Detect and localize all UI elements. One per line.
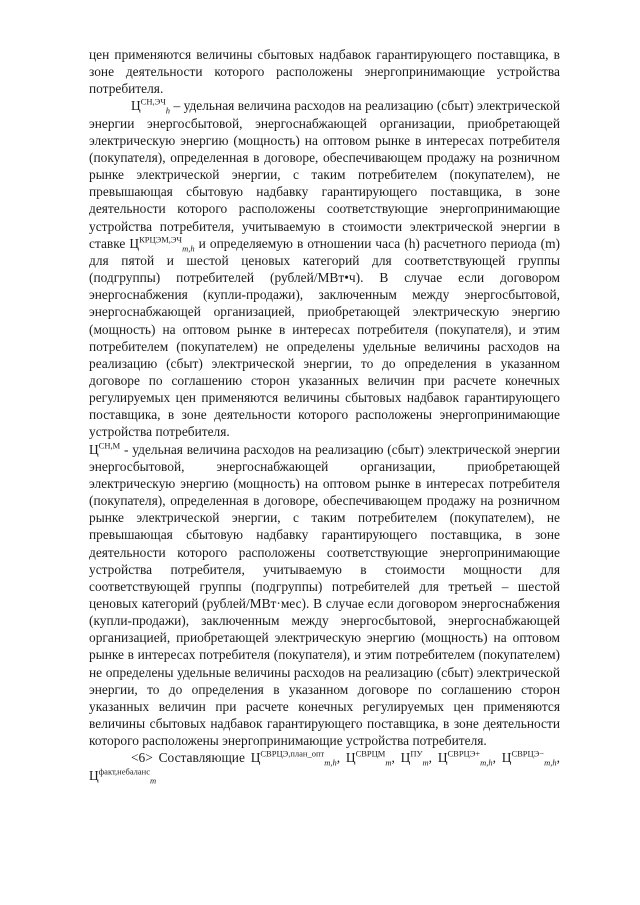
symbol-subscript: m,h bbox=[324, 758, 337, 769]
symbol-subscript: m,h bbox=[182, 243, 195, 254]
formula-symbol bbox=[501, 748, 557, 769]
separator: , bbox=[428, 750, 438, 766]
symbol-base: Ц bbox=[345, 750, 356, 766]
formula-symbol bbox=[345, 748, 392, 769]
symbol-base: Ц bbox=[129, 235, 140, 251]
symbol-subscript: m bbox=[422, 758, 429, 769]
formula-symbol bbox=[89, 442, 120, 457]
formula-symbol bbox=[131, 97, 170, 117]
symbol-superscript: факт,небаланс bbox=[98, 766, 150, 777]
symbol-subscript: m bbox=[385, 758, 392, 769]
formula-symbol bbox=[89, 766, 157, 786]
definition-energy-sales-markup bbox=[89, 97, 560, 440]
symbol-superscript: СВРЦЭ− bbox=[511, 748, 545, 759]
symbol-base: Ц bbox=[400, 750, 411, 766]
symbol-base: Ц bbox=[131, 98, 141, 114]
definition-capacity-sales-markup bbox=[89, 441, 560, 750]
symbol-superscript: СН,М bbox=[98, 440, 121, 451]
definition-text-continued: и определяемую в отношении часа (h) расчетного периода (m) для пятой и шестой ценовых категорий для соответствующей группы (подгруппы) потребителей (рублей/МВт•ч). В случае если договором энергоснабжения (купли-продажи), заключенным между энергосбытовой, энергоснабжающей организацией, приобретающей электрическую энергию (мощность) на оптовом рынке в интересах потребителя (покупателя), и этим потребителем (покупателем) не определены удельные величины расходов на реализацию (сбыт) электрической энергии, то до определения в указанном договоре по соглашению сторон указанных величин при расчете конечных регулируемых цен применяются величины сбытовых надбавок гарантирующего поставщика, в зоне деятельности которого расположены энергопринимающие устройства потребителя. bbox=[89, 235, 560, 440]
symbol-superscript: СВРЦМ bbox=[355, 748, 386, 759]
symbol-superscript: СН,ЭЧ bbox=[140, 97, 166, 107]
symbol-base: Ц bbox=[501, 750, 512, 766]
symbol-base: Ц bbox=[89, 767, 99, 783]
symbol-superscript: СВРЦЭ+ bbox=[447, 748, 481, 759]
formula-symbol bbox=[400, 748, 429, 769]
symbol-base: Ц bbox=[437, 750, 448, 766]
formula-symbol bbox=[250, 748, 337, 769]
paragraph-continuation: цен применяются величины сбытовых надбавок гарантирующего поставщика, в зоне деятельности которого расположены энергопринимающие устройства потребителя. bbox=[89, 47, 560, 97]
separator: , bbox=[556, 750, 560, 766]
symbol-base: Ц bbox=[250, 750, 261, 766]
separator: , bbox=[391, 750, 401, 766]
separator: , bbox=[492, 750, 502, 766]
symbol-subscript: m bbox=[150, 775, 157, 786]
symbol-base: Ц bbox=[89, 441, 99, 457]
symbol-superscript: КРЦЭМ,ЭЧ bbox=[139, 234, 183, 245]
definition-text: – удельная величина расходов на реализацию (сбыт) электрической энергии энергосбытовой, энергоснабжающей организации, приобретающей электрическую энергию (мощность) на оптовом рынке в интересах потребителя (покупателя), определенная в договоре, обеспечивающем продажу на розничном рынке электрической энергии, с таким потребителем (покупателем), не превышающая сбытовую надбавку гарантирующего поставщика, в зоне деятельности которого расположены соответствующие энергопринимающие устройства потребителя, учитываемую в стоимости электрической энергии в ставке bbox=[89, 98, 560, 251]
symbol-superscript: СВРЦЭ,план_опт bbox=[260, 748, 325, 759]
inline-formula-symbol bbox=[129, 234, 195, 254]
document-page bbox=[89, 46, 560, 784]
footnote-lead: <6> Составляющие bbox=[131, 750, 251, 766]
symbol-superscript: ПУ bbox=[410, 748, 423, 759]
definition-text: - удельная величина расходов на реализацию (сбыт) электрической энергии энергосбытовой, энергоснабжающей организации, приобретающей электрическую энергию (мощность) на оптовом рынке в интересах потребителя (покупателя), определенная в договоре, обеспечивающем продажу на розничном рынке электрической энергии, с таким потребителем (покупателем), не превышающая сбытовую надбавку гарантирующего поставщика, в зоне деятельности которого расположены соответствующие энергопринимающие устройства потребителя, учитываемую в стоимости мощности для соответствующей группы (подгруппы) потребителей для третьей – шестой ценовых категорий (рублей/МВт·мес). В случае если договором энергоснабжения (купли-продажи), заключенным между энергосбытовой, энергоснабжающей организацией, приобретающей электрическую энергию (мощность) на оптовом рынке в интересах потребителя (покупателя), и этим потребителем (покупателем) не определены удельные величины расходов на реализацию (сбыт) электрической энергии, то до определения в указанном договоре по соглашению сторон указанных величин при расчете конечных регулируемых цен применяются величины сбытовых надбавок гарантирующего поставщика, в зоне деятельности которого расположены энергопринимающие устройства потребителя. bbox=[89, 441, 560, 749]
symbol-subscript: h bbox=[165, 106, 170, 117]
separator: , bbox=[336, 750, 346, 766]
symbol-subscript: m,h bbox=[544, 758, 557, 769]
symbol-subscript: m,h bbox=[480, 758, 493, 769]
formula-symbol bbox=[437, 748, 493, 769]
footnote-6 bbox=[89, 748, 560, 786]
